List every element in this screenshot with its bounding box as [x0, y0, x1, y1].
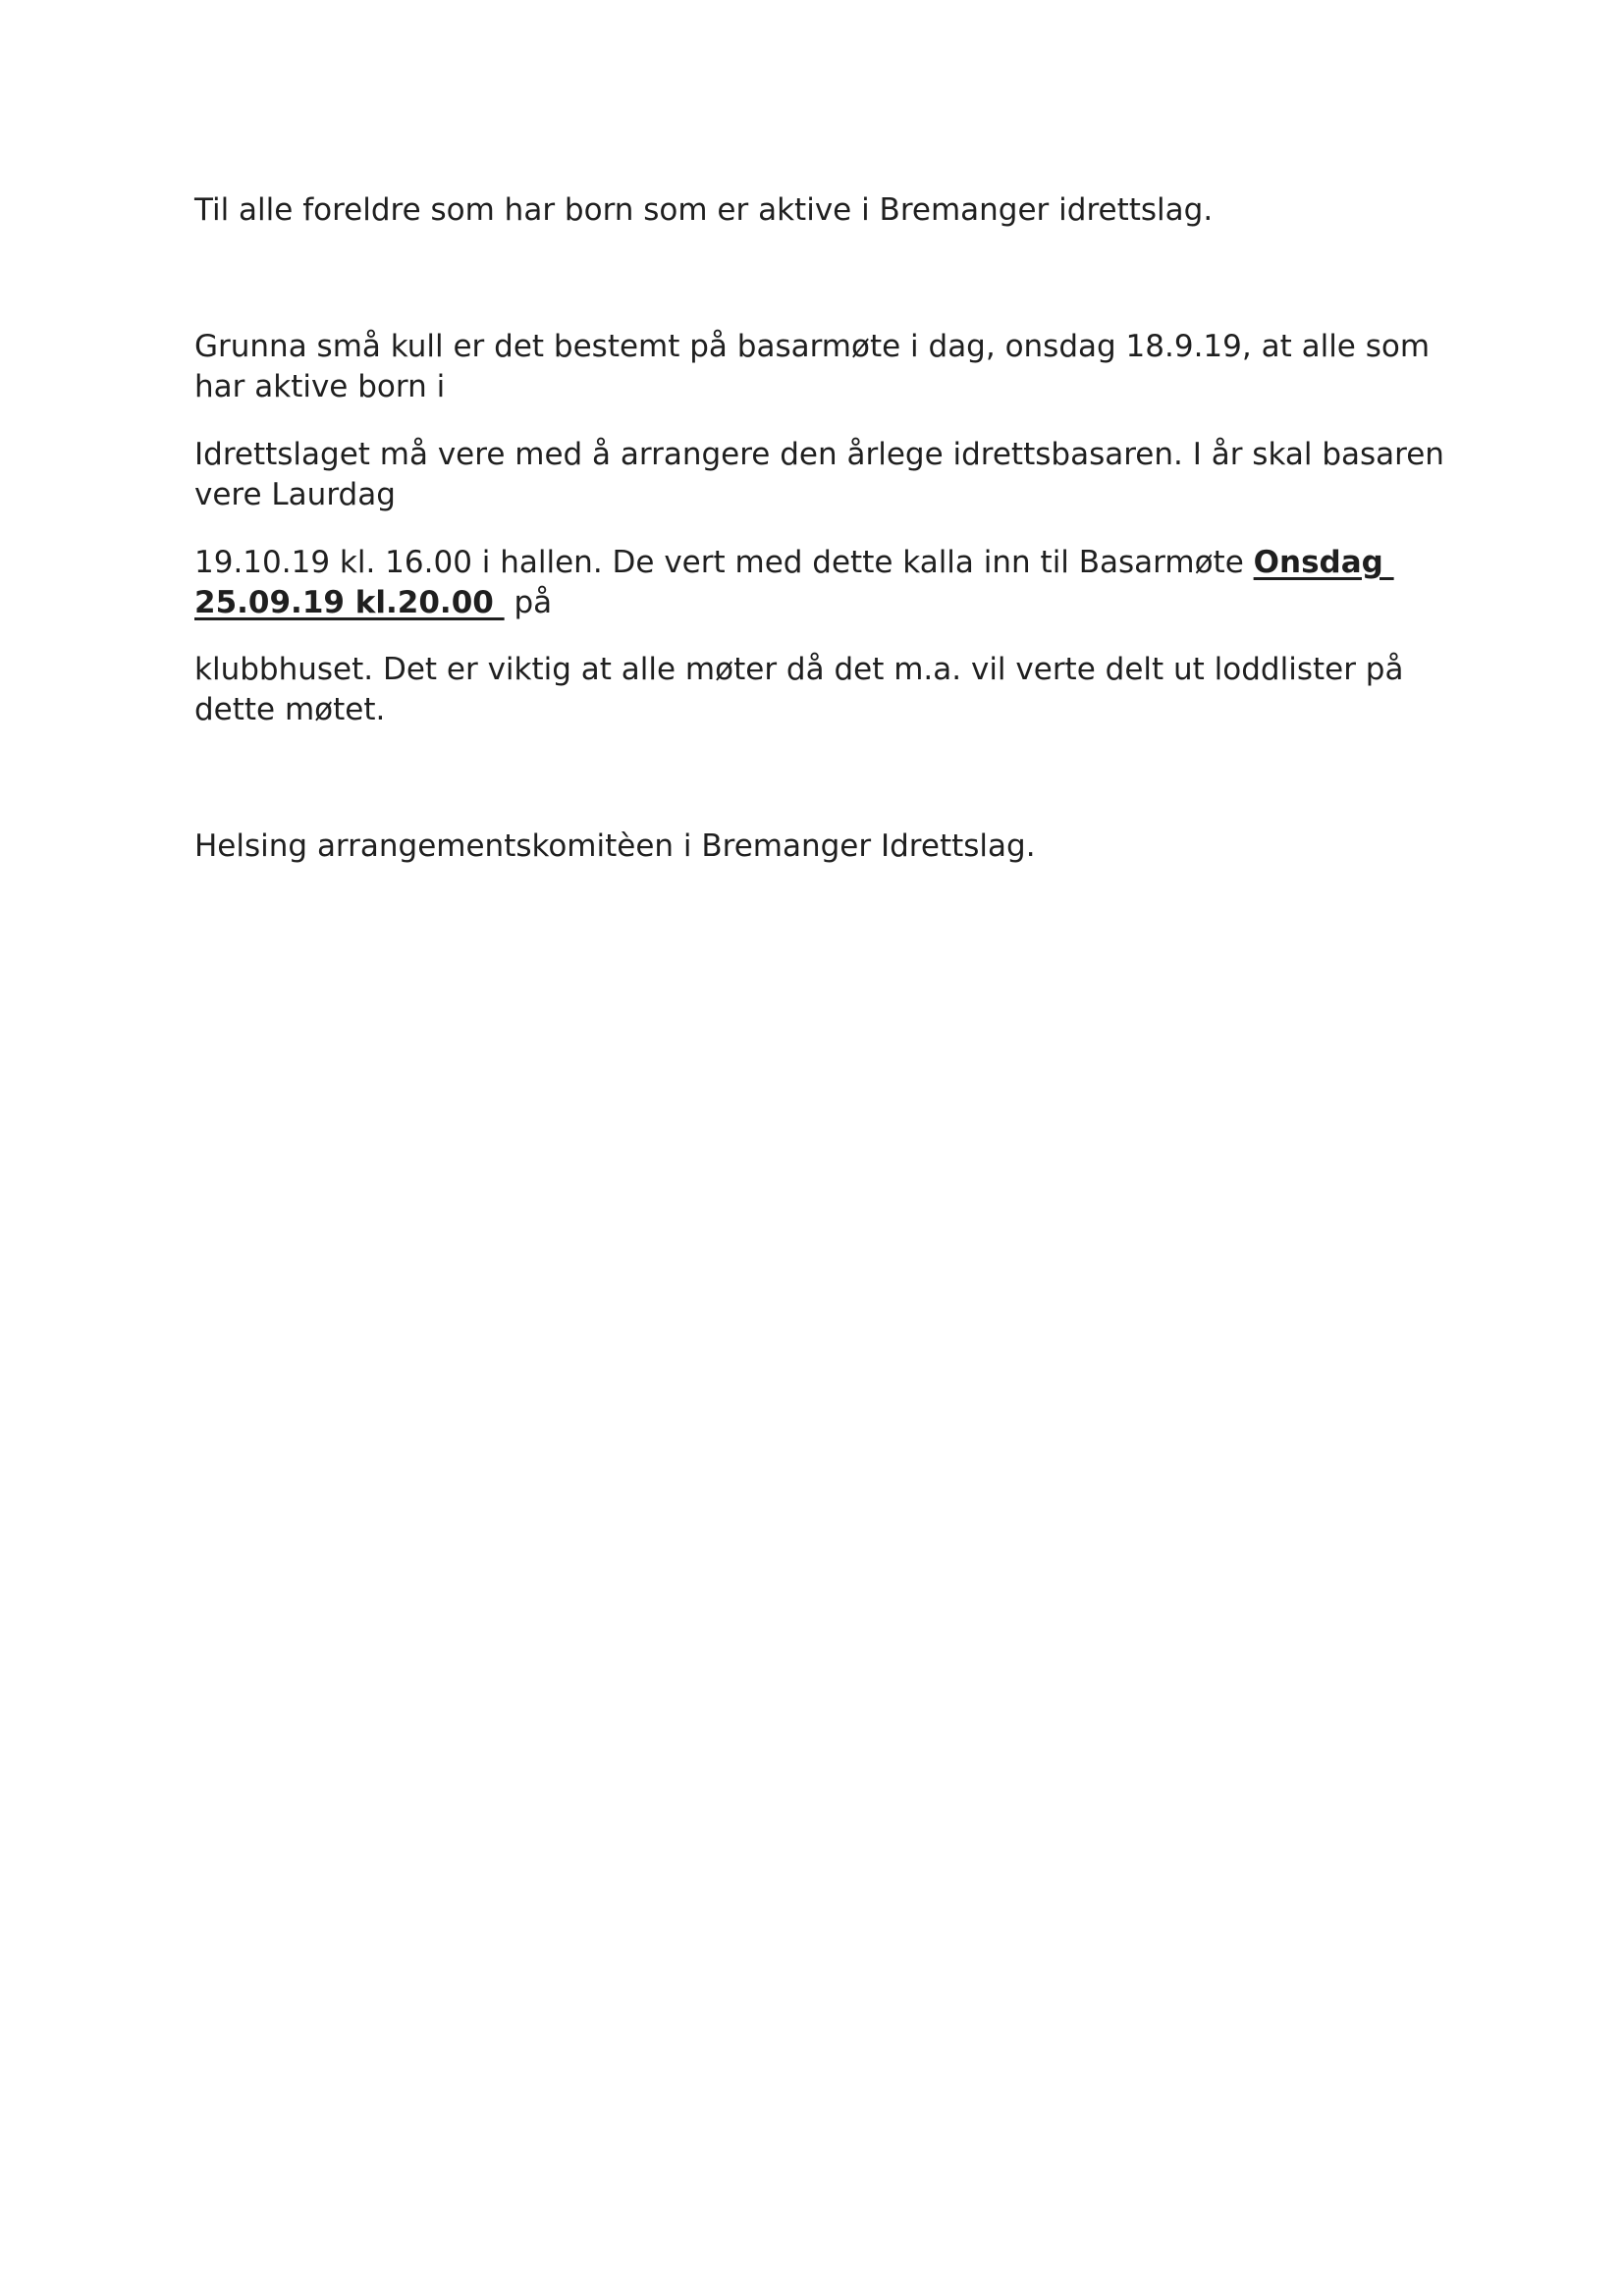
signature-line: Helsing arrangementskomitèen i Bremanger Idrettslag. [194, 828, 1036, 864]
paragraph-3-line-1 [194, 543, 1394, 583]
paragraph-4-line-2: dette møtet. [194, 692, 386, 727]
paragraph-2-line-1: Idrettslaget må vere med å arrangere den årlege idrettsbasaren. I år skal basaren [194, 437, 1444, 472]
meeting-datetime-emphasis: 25.09.19 kl.20.00 [194, 585, 505, 620]
paragraph-3-line-2 [194, 583, 552, 623]
greeting-line: Til alle foreldre som har born som er aktive i Bremanger idrettslag. [194, 192, 1214, 228]
meeting-weekday-emphasis: Onsdag [1253, 545, 1394, 580]
paragraph-1-line-1: Grunna små kull er det bestemt på basarmøte i dag, onsdag 18.9.19, at alle som [194, 329, 1431, 364]
paragraph-3-text: 19.10.19 kl. 16.00 i hallen. De vert med dette kalla inn til Basarmøte [194, 545, 1254, 580]
paragraph-3-text-end: på [504, 585, 553, 620]
paragraph-4-line-1: klubbhuset. Det er viktig at alle møter då det m.a. vil verte delt ut loddlister på [194, 652, 1404, 687]
paragraph-2-line-2: vere Laurdag [194, 477, 396, 512]
paragraph-1-line-2: har aktive born i [194, 369, 446, 404]
